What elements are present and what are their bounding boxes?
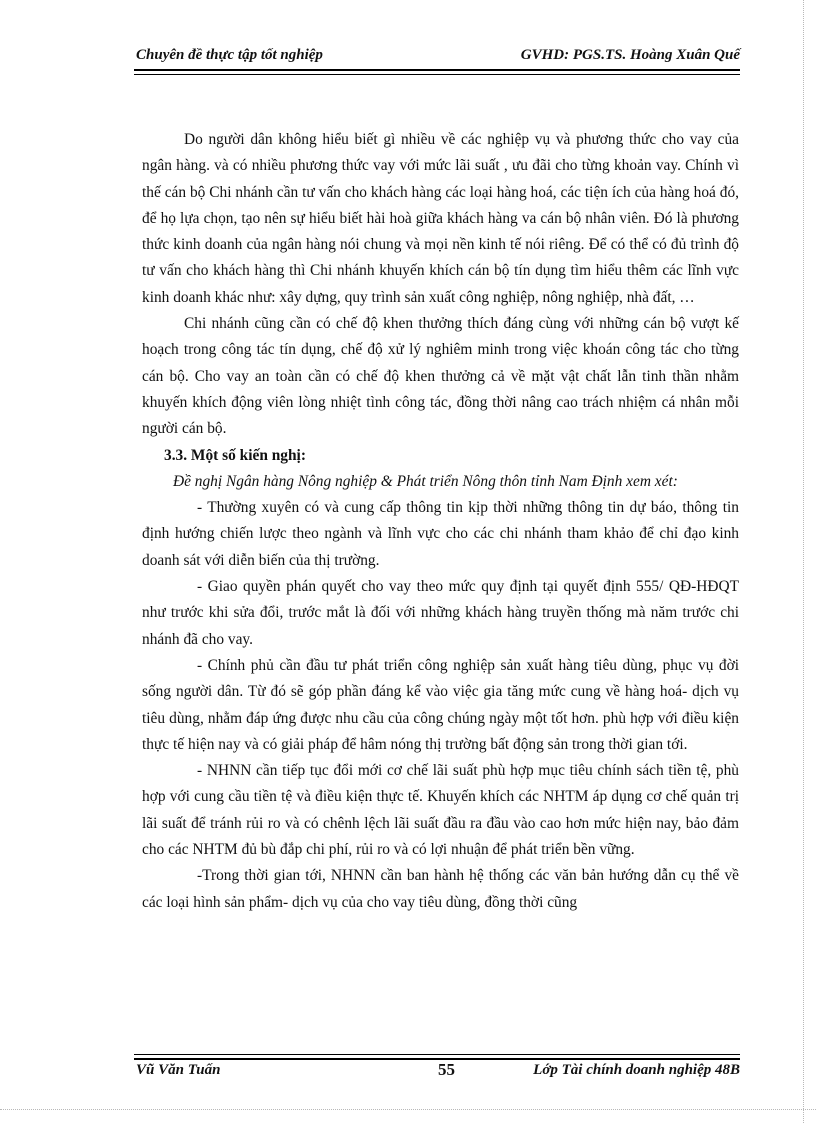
footer-class: Lớp Tài chính doanh nghiệp 48B: [533, 1062, 740, 1078]
recommendation-item: -Trong thời gian tới, NHNN cần ban hành hệ thống các văn bản hướng dẫn cụ thể về các loại hình sản phẩm- dịch vụ của cho vay tiêu dùng, đồng thời cũng: [142, 867, 739, 911]
header-title: Chuyên đề thực tập tốt nghiệp: [136, 47, 323, 63]
recommendation-item: - NHNN cần tiếp tục đổi mới cơ chế lãi suất phù hợp mục tiêu chính sách tiền tệ, phù hợp với cung cầu tiền tệ và điều kiện thực tế. Khuyến khích các NHTM áp dụng cơ chế quản trị lãi suất để tránh rủi ro và có chênh lệch lãi suất đầu ra đầu vào cao hơn mức hiện nay, bảo đảm cho các NHTM đủ bù đắp chi phí, rủi ro và có lợi nhuận để phát triển bền vững.: [142, 762, 739, 859]
paragraph-advisory: Do người dân không hiểu biết gì nhiều về các nghiệp vụ và phương thức cho vay của ngân hàng. và có nhiều phương thức vay với mức lãi suất , ưu đãi cho từng khoản vay. Chính vì thế cán bộ Chi nhánh cần tư vấn cho khách hàng các loại hàng hoá, các tiện ích của hàng hoá đó, để họ lựa chọn, tạo nên sự hiểu biết hài hoà giữa khách hàng va cán bộ nhân viên. Đó là phương thức kinh doanh của ngân hàng nói chung và mọi nền kinh tế nói riêng. Để có thể có đủ trình độ tư vấn cho khách hàng thì Chi nhánh khuyến khích cán bộ tín dụng tìm hiểu thêm các lĩnh vực kinh doanh khác như: xây dựng, quy trình sản xuất công nghiệp, nông nghiệp, nhà đất, …: [142, 131, 739, 306]
page-number: 55: [438, 1060, 455, 1079]
page-footer: [136, 1060, 740, 1084]
section-heading: 3.3. Một số kiến nghị:: [164, 446, 306, 464]
header-rule: [134, 69, 740, 75]
recommendation-intro: Đề nghị Ngân hàng Nông nghiệp & Phát triển Nông thôn tỉnh Nam Định xem xét:: [173, 472, 678, 490]
page-edge-right: [803, 0, 804, 1123]
paragraph-rewards: Chi nhánh cũng cần có chế độ khen thưởng thích đáng cùng với những cán bộ vượt kế hoạch trong công tác tín dụng, chế độ xử lý nghiêm minh trong việc khoán công tác cho từng cán bộ. Cho vay an toàn cần có chế độ khen thưởng cả về mặt vật chất lẫn tinh thần nhằm khuyến khích động viên lòng nhiệt tình công tác, đồng thời nâng cao trách nhiệm cá nhân mỗi người cán bộ.: [142, 315, 739, 438]
header-advisor: GVHD: PGS.TS. Hoàng Xuân Quế: [520, 47, 740, 63]
recommendation-item: - Chính phủ cần đầu tư phát triển công nghiệp sản xuất hàng tiêu dùng, phục vụ đời sống người dân. Từ đó sẽ góp phần đáng kể vào việc gia tăng mức cung về hàng hoá- dịch vụ tiêu dùng, nhằm đáp ứng được nhu cầu của công chúng ngày một tốt hơn. phù hợp với điều kiện thực tế hiện nay và có giải pháp để hâm nóng thị trường bất động sản trong thời gian tới.: [142, 656, 739, 753]
document-body: [142, 127, 739, 916]
page-edge-bottom: [0, 1109, 816, 1110]
footer-author: Vũ Văn Tuấn: [136, 1062, 221, 1078]
recommendation-item: - Giao quyền phán quyết cho vay theo mức quy định tại quyết định 555/ QĐ-HĐQT như trước khi sửa đổi, trước mắt là đối với những khách hàng truyền thống mà năm trước chi nhánh đã cho vay.: [142, 578, 739, 648]
recommendation-item: - Thường xuyên có và cung cấp thông tin kịp thời những thông tin dự báo, thông tin định hướng chiến lược theo ngành và lĩnh vực cho các chi nhánh tham khảo để chỉ đạo kinh doanh sát với diễn biến của thị trường.: [142, 499, 739, 569]
page-header: [136, 47, 740, 69]
